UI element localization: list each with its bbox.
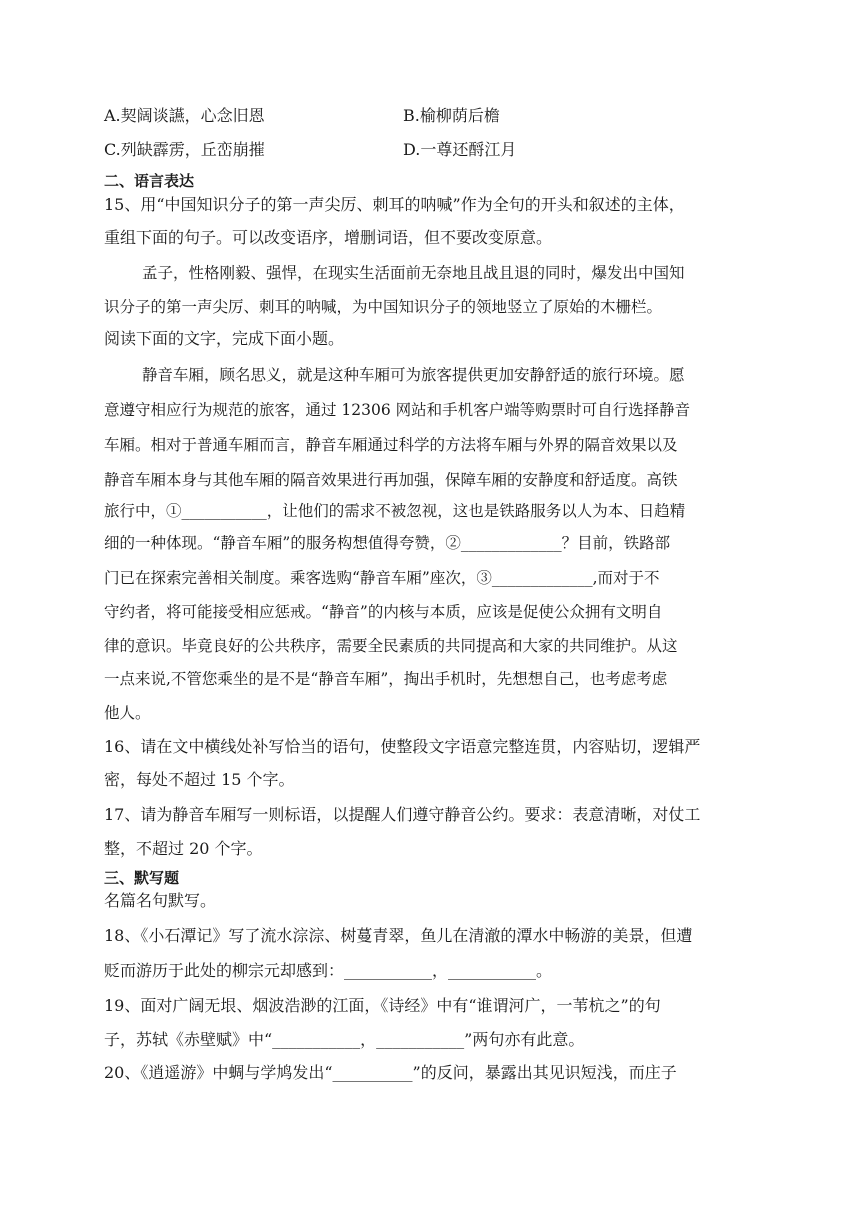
q15-sentence-line-1: 孟子，性格刚毅、强悍，在现实生活面前无奈地且战且退的同时，爆发出中国知 — [142, 264, 685, 282]
passage-line: 一点来说,不管您乘坐的是不是“静音车厢”，掏出手机时，先想想自己，也考虑考虑 — [104, 670, 668, 688]
q17-line-2: 整，不超过 20 个字。 — [104, 839, 263, 858]
passage-line: 守约者，将可能接受相应惩戒。“静音”的内核与本质，应该是促使公众拥有文明自 — [104, 603, 663, 621]
q18-line-1: 18、《小石潭记》写了流水淙淙、树蔓青翠，鱼儿在清澈的潭水中畅游的美景，但遭 — [104, 926, 693, 945]
passage-line: 细的一种体现。“静音车厢”的服务构想值得夸赞，②_____________？目前，铁路部 — [104, 534, 671, 552]
passage-line: 旅行中，①___________，让他们的需求不被忽视，这也是铁路服务以人为本、日趋精 — [104, 502, 686, 520]
passage-line: 车厢。相对于普通车厢而言，静音车厢通过科学的方法将车厢与外界的隔音效果以及 — [104, 436, 678, 454]
q19-line-2: 子，苏轼《赤壁赋》中“___________，___________”两句亦有此意。 — [104, 1030, 585, 1049]
passage-line: 门已在探索完善相关制度。乘客选购“静音车厢”座次，③_____________,而对于不 — [104, 569, 660, 587]
reading-intro: 阅读下面的文字，完成下面小题。 — [104, 329, 345, 348]
section-heading-language: 二、语言表达 — [104, 172, 195, 190]
option-a: A.契阔谈讌，心念旧恩 — [104, 106, 265, 125]
passage-line: 静音车厢本身与其他车厢的隔音效果进行再加强，保障车厢的安静度和舒适度。高铁 — [104, 471, 678, 489]
option-c: C.列缺霹雳，丘峦崩摧 — [104, 140, 265, 159]
q16-line-1: 16、请在文中横线处补写恰当的语句，使整段文字语意完整连贯，内容贴切，逻辑严 — [104, 737, 701, 756]
passage-line: 静音车厢，顾名思义，就是这种车厢可为旅客提供更加安静舒适的旅行环境。愿 — [142, 366, 685, 384]
q15-line-2: 重组下面的句子。可以改变语序，增删词语，但不要改变原意。 — [104, 228, 553, 247]
option-d: D.一尊还酹江月 — [403, 140, 517, 159]
q15-sentence-line-2: 识分子的第一声尖厉、刺耳的呐喊，为中国知识分子的领地竖立了原始的木栅栏。 — [104, 298, 663, 316]
option-b: B.榆柳荫后檐 — [403, 106, 500, 125]
q15-line-1: 15、用“中国知识分子的第一声尖厉、刺耳的呐喊”作为全句的开头和叙述的主体， — [104, 195, 685, 214]
q17-line-1: 17、请为静音车厢写一则标语，以提醒人们遵守静音公约。要求：表意清晰，对仗工 — [104, 805, 701, 824]
dictation-intro: 名篇名句默写。 — [104, 891, 217, 910]
passage-line: 律的意识。毕竟良好的公共秩序，需要全民素质的共同提高和大家的共同维护。从这 — [104, 637, 678, 655]
passage-line: 意遵守相应行为规范的旅客，通过 12306 网站和手机客户端等购票时可自行选择静音 — [104, 401, 691, 419]
q20-line-1: 20、《逍遥游》中蜩与学鸠发出“__________”的反问，暴露出其见识短浅，而庄子 — [104, 1063, 677, 1082]
section-heading-dictation: 三、默写题 — [104, 869, 180, 887]
q16-line-2: 密，每处不超过 15 个字。 — [104, 770, 295, 789]
q18-line-2: 贬而游历于此处的柳宗元却感到：___________，___________。 — [104, 961, 553, 980]
q19-line-1: 19、面对广阔无垠、烟波浩渺的江面，《诗经》中有“谁谓河广，一苇杭之”的句 — [104, 996, 661, 1015]
passage-line: 他人。 — [104, 704, 151, 722]
